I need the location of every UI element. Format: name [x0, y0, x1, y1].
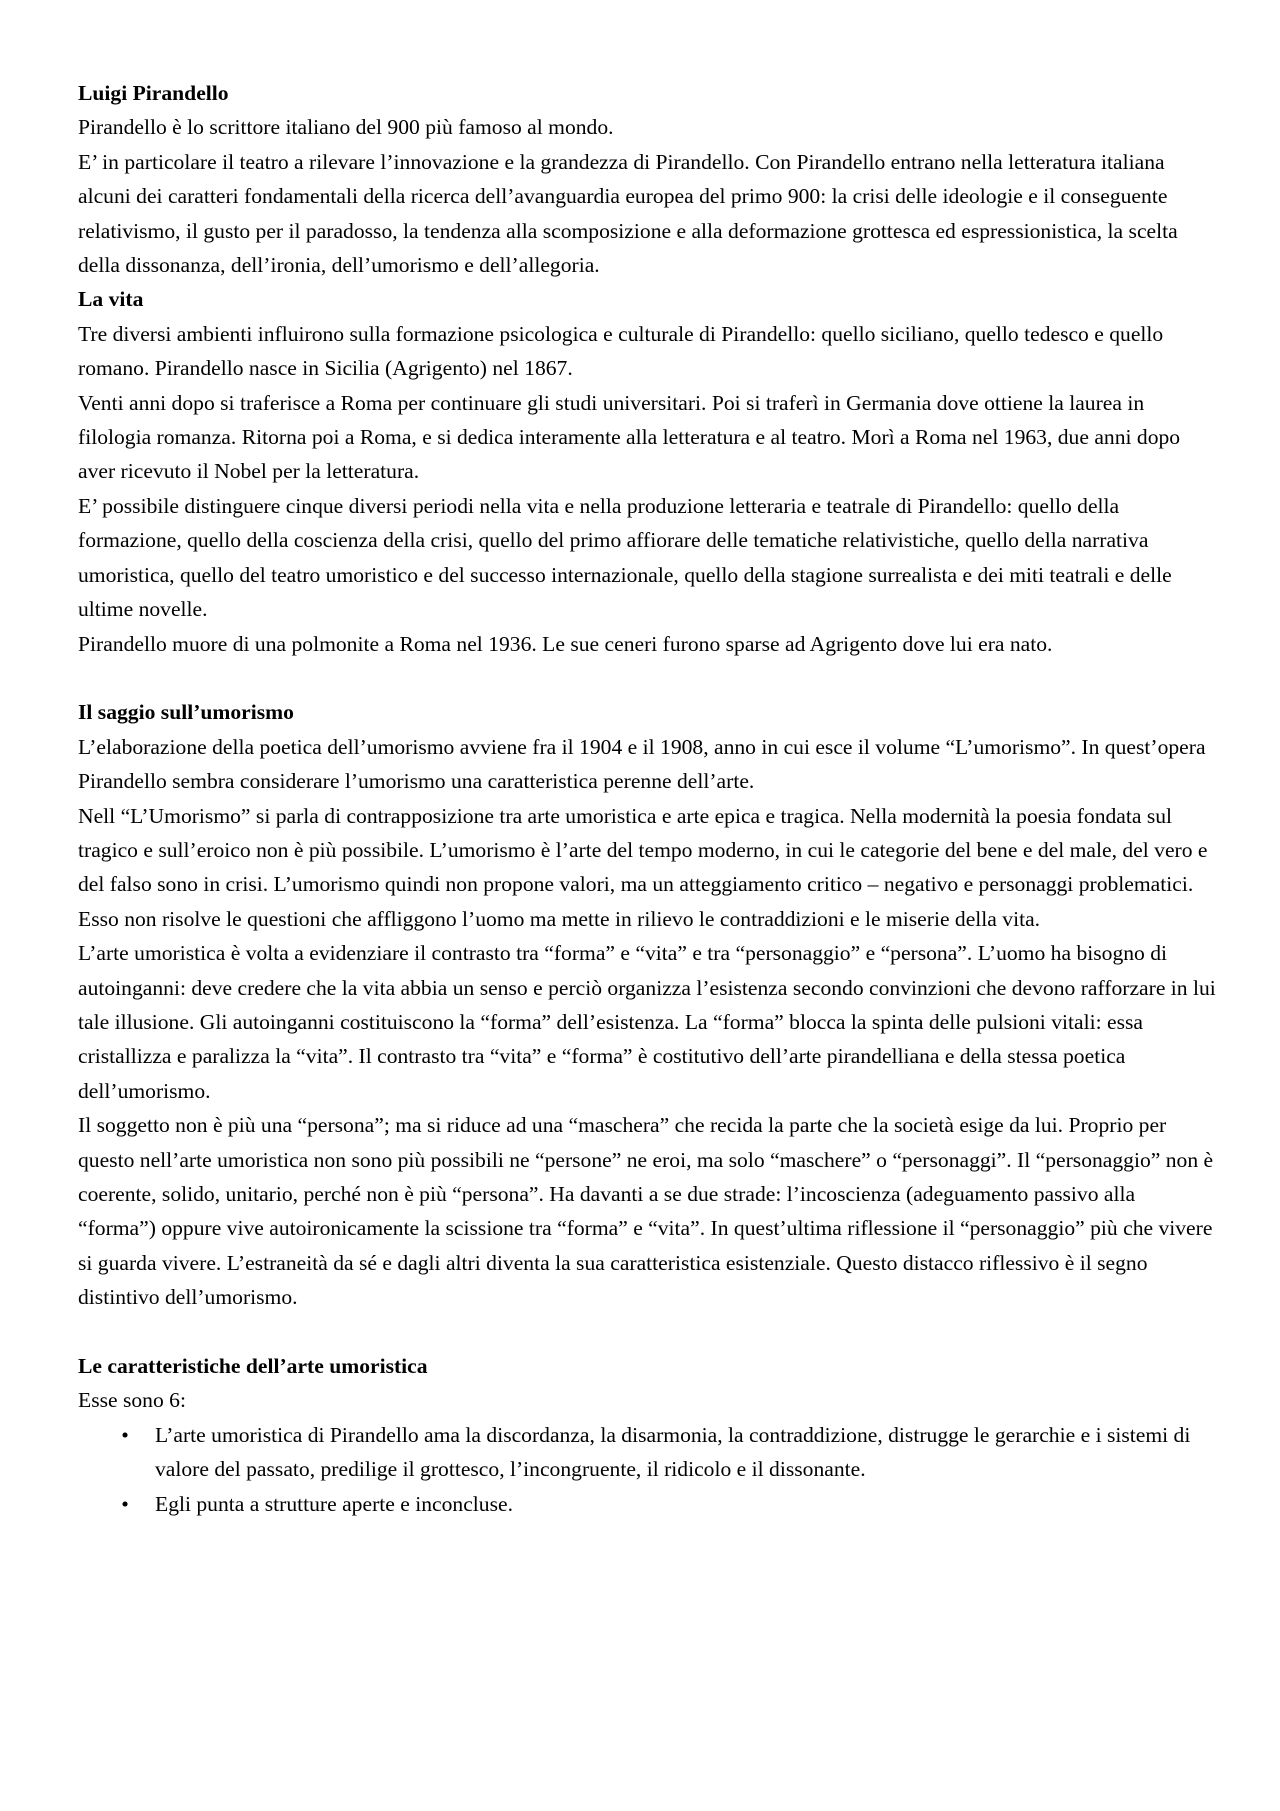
document-page: [78, 76, 1218, 1521]
intro-paragraph: E’ in particolare il teatro a rilevare l’innovazione e la grandezza di Pirandello. Con Pirandello entrano nella letteratura italiana alcuni dei caratteri fondamentali della ricerca dell’avanguardia europea del primo 900: la crisi delle ideologie e il conseguente relativismo, il gusto per il paradosso, la tendenza alla scomposizione e alla deformazione grottesca ed espressionistica, la scelta della dissonanza, dell’ironia, dell’umorismo e dell’allegoria.: [78, 149, 1178, 278]
vita-paragraph: E’ possibile distinguere cinque diversi periodi nella vita e nella produzione letteraria e teatrale di Pirandello: quello della formazione, quello della coscienza della crisi, quello del primo affiorare delle tematiche relativistiche, quello della narrativa umoristica, quello del teatro umoristico e del successo internazionale, quello della stagione surrealista e dei miti teatrali e delle ultime novelle.: [78, 493, 1172, 622]
document-title: Luigi Pirandello: [78, 81, 229, 105]
caratteristiche-list: [78, 1418, 1218, 1521]
list-item: [78, 1487, 1218, 1521]
blank-line: [78, 661, 1218, 695]
section-heading-saggio: Il saggio sull’umorismo: [78, 700, 294, 725]
saggio-paragraph: L’elaborazione della poetica dell’umorismo avviene fra il 1904 e il 1908, anno in cui esce il volume “L’umorismo”. In quest’opera Pirandello sembra considerare l’umorismo una caratteristica perenne dell’arte.: [78, 734, 1206, 794]
section-heading-caratteristiche: Le caratteristiche dell’arte umoristica: [78, 1354, 428, 1378]
list-item: [78, 1418, 1218, 1487]
vita-paragraph: Pirandello muore di una polmonite a Roma nel 1936. Le sue ceneri furono sparse ad Agrigento dove lui era nato.: [78, 631, 1053, 656]
list-item-text: L’arte umoristica di Pirandello ama la discordanza, la disarmonia, la contraddizione, distrugge le gerarchie e i sistemi di valore del passato, predilige il grottesco, l’incongruente, il ridicolo e il dissonante.: [155, 1422, 1191, 1482]
caratteristiche-intro: Esse sono 6:: [78, 1388, 186, 1413]
saggio-paragraph: L’arte umoristica è volta a evidenziare il contrasto tra “forma” e “vita” e tra “personaggio” e “persona”. L’uomo ha bisogno di autoinganni: deve credere che la vita abbia un senso e perciò organizza l’esistenza secondo convinzioni che devono rafforzare in lui tale illusione. Gli autoinganni costituiscono la “forma” dell’esistenza. La “forma” blocca la spinta delle pulsioni vitali: essa cristallizza e paralizza la “vita”. Il contrasto tra “vita” e “forma” è costitutivo dell’arte pirandelliana e della stessa poetica dell’umorismo.: [78, 941, 1216, 1103]
blank-line: [78, 1315, 1218, 1349]
intro-paragraph: Pirandello è lo scrittore italiano del 900 più famoso al mondo.: [78, 115, 614, 140]
saggio-paragraph: Nell “L’Umorismo” si parla di contrapposizione tra arte umoristica e arte epica e tragica. Nella modernità la poesia fondata sul tragico e sull’eroico non è più possibile. L’umorismo è l’arte del tempo moderno, in cui le categorie del bene e del male, del vero e del falso sono in crisi. L’umorismo quindi non propone valori, ma un atteggiamento critico – negativo e personaggi problematici. Esso non risolve le questioni che affliggono l’uomo ma mette in rilievo le contraddizioni e le miserie della vita.: [78, 803, 1208, 931]
bullet-icon: •: [121, 1491, 129, 1516]
vita-paragraph: Venti anni dopo si traferisce a Roma per continuare gli studi universitari. Poi si traferì in Germania dove ottiene la laurea in filologia romanza. Ritorna poi a Roma, e si dedica interamente alla letteratura e al teatro. Morì a Roma nel 1963, due anni dopo aver ricevuto il Nobel per la letteratura.: [78, 390, 1181, 484]
vita-paragraph: Tre diversi ambienti influirono sulla formazione psicologica e culturale di Pirandello: quello siciliano, quello tedesco e quello romano. Pirandello nasce in Sicilia (Agrigento) nel 1867.: [78, 321, 1164, 381]
bullet-icon: •: [121, 1422, 129, 1447]
saggio-paragraph: Il soggetto non è più una “persona”; ma si riduce ad una “maschera” che recida la parte che la società esige da lui. Proprio per questo nell’arte umoristica non sono più possibili ne “persone” ne eroi, ma solo “maschere” o “personaggi”. Il “personaggio” non è coerente, solido, unitario, perché non è più “persona”. Ha davanti a se due strade: l’incoscienza (adeguamento passivo alla “forma”) oppure vive autoironicamente la scissione tra “forma” e “vita”. In quest’ultima riflessione il “personaggio” più che vivere si guarda vivere. L’estraneità da sé e dagli altri diventa la sua caratteristica esistenziale. Questo distacco riflessivo è il segno distintivo dell’umorismo.: [78, 1113, 1214, 1310]
list-item-text: Egli punta a strutture aperte e inconcluse.: [155, 1491, 513, 1516]
section-heading-vita: La vita: [78, 287, 144, 312]
